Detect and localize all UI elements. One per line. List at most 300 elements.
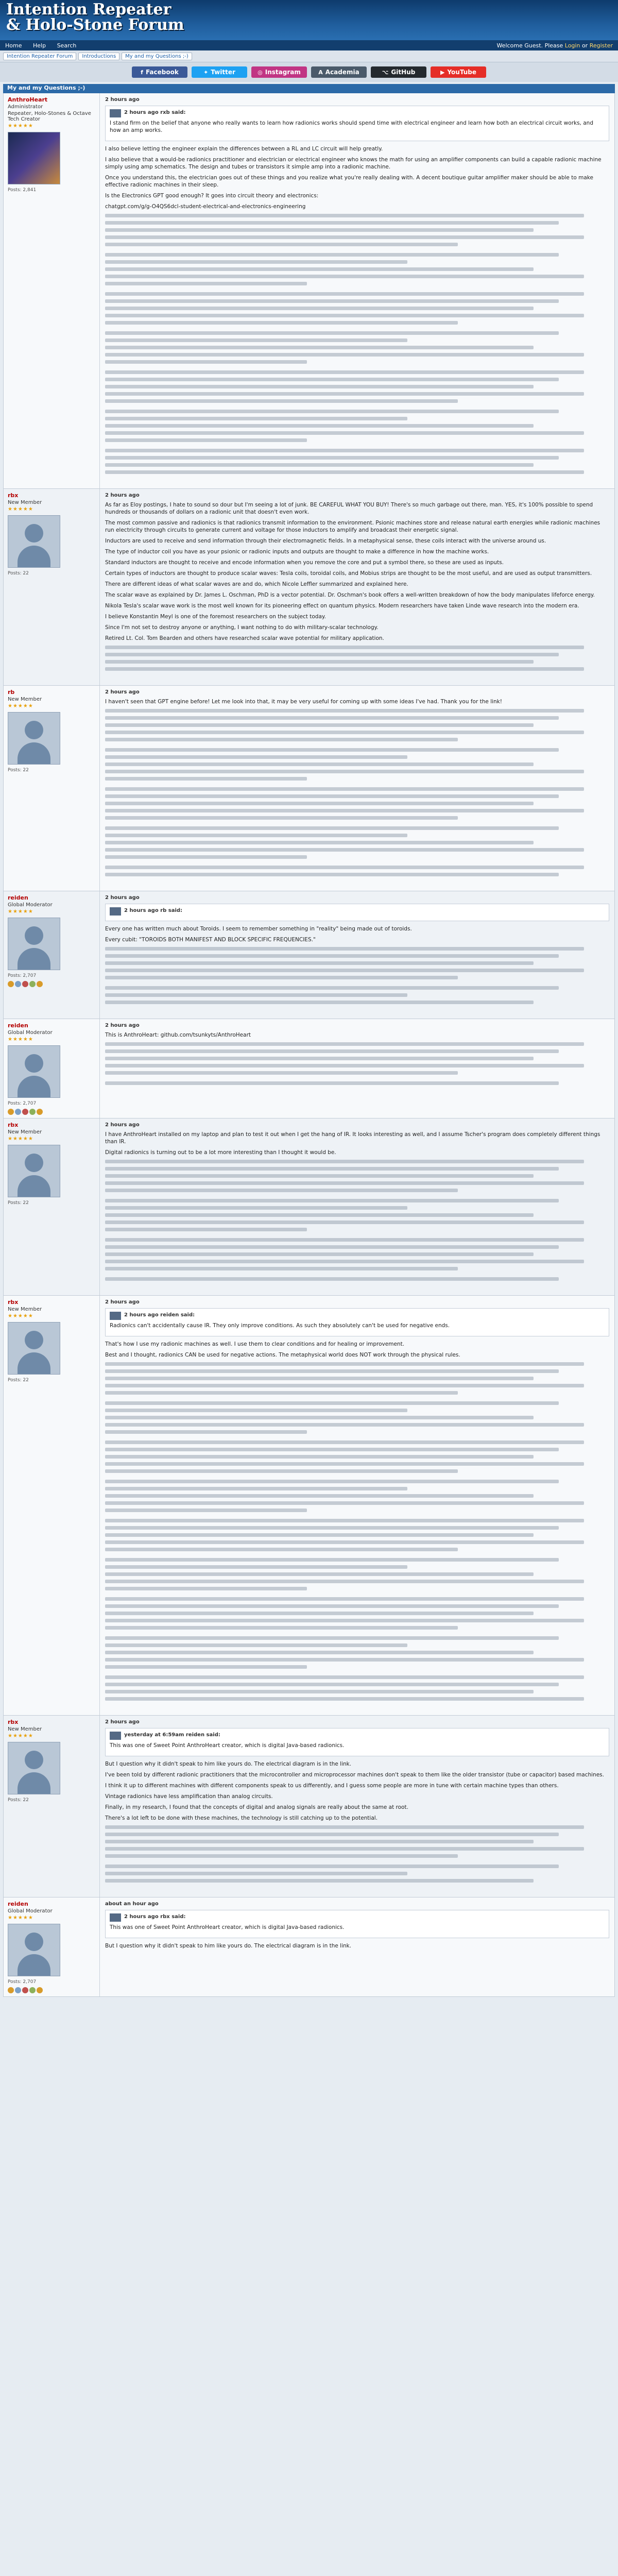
post-paragraph: Digital radionics is turning out to be a lot more interesting than I thought it would be. <box>105 1149 336 1156</box>
forum-post <box>3 1296 615 1716</box>
text-line-placeholder <box>105 267 534 271</box>
author-post-count: Posts: 22 <box>8 1378 29 1383</box>
text-line-placeholder <box>105 1604 559 1608</box>
logo-line-1: Intention Repeater <box>6 1 171 19</box>
text-line-placeholder <box>105 463 534 467</box>
text-line-placeholder <box>105 1071 458 1075</box>
text-line-placeholder <box>105 449 584 452</box>
text-line-placeholder <box>105 646 584 649</box>
quote-avatar <box>110 1732 121 1740</box>
post-footer <box>105 880 609 888</box>
text-line-placeholder <box>105 667 584 671</box>
text-line-placeholder <box>105 1509 307 1512</box>
text-line-placeholder <box>105 709 584 713</box>
social-twitter-button[interactable] <box>192 66 247 78</box>
social-label: GitHub <box>391 69 416 76</box>
text-line-placeholder <box>105 1377 534 1380</box>
post-author-panel <box>4 1897 100 1996</box>
forum-post <box>3 1019 615 1118</box>
post-paragraph: Retired Lt. Col. Tom Bearden and others have researched scalar wave potential for military application. <box>105 635 384 641</box>
text-line-placeholder <box>105 1580 584 1583</box>
author-name[interactable]: rb <box>8 689 15 696</box>
quote-avatar <box>110 109 121 117</box>
text-line-placeholder <box>105 1267 458 1270</box>
text-line-placeholder <box>105 755 407 759</box>
text-line-placeholder <box>105 848 584 852</box>
post-footer <box>105 1008 609 1015</box>
text-line-placeholder <box>105 1401 559 1405</box>
text-line-placeholder <box>105 1526 559 1530</box>
text-line-placeholder <box>105 1847 584 1851</box>
post-footer <box>105 478 609 485</box>
text-line-placeholder <box>105 1872 407 1875</box>
post-paragraph: I have AnthroHeart installed on my laptop and plan to test it out when I get the hang of IR. It looks interesting as well, and I assume Tscher's program does completely different things than IR. <box>105 1131 600 1145</box>
site-header <box>0 0 618 40</box>
text-line-placeholder <box>105 1423 584 1427</box>
author-rank: Global Moderator <box>8 1030 53 1036</box>
text-line-placeholder <box>105 370 584 374</box>
text-line-placeholder <box>105 1572 534 1576</box>
text-line-placeholder <box>105 866 584 869</box>
text-line-placeholder <box>105 1854 458 1858</box>
social-label: YouTube <box>447 69 476 76</box>
post-content <box>100 891 614 1019</box>
text-line-placeholder <box>105 1519 584 1522</box>
text-line-placeholder <box>105 424 534 428</box>
text-line-placeholder <box>105 1416 534 1419</box>
welcome-text <box>496 42 613 49</box>
text-line-placeholder <box>105 1565 407 1569</box>
author-rank: New Member <box>8 697 42 702</box>
text-line-placeholder <box>105 275 584 278</box>
text-line-placeholder <box>105 1057 534 1060</box>
text-line-placeholder <box>105 969 584 972</box>
text-line-placeholder <box>105 841 534 844</box>
quote-text: This was one of Sweet Point AnthroHeart creator, which is digital Java-based radionics. <box>110 1924 345 1930</box>
social-label: Twitter <box>211 69 235 76</box>
author-post-count: Posts: 22 <box>8 1798 29 1803</box>
post-date: 2 hours ago <box>105 493 140 498</box>
text-line-placeholder <box>105 723 534 727</box>
post-footer <box>105 1089 609 1096</box>
post-paragraph: Since I'm not set to destroy anyone or anything, I want nothing to do with military-scalar technology. <box>105 624 379 631</box>
text-line-placeholder <box>105 1587 307 1590</box>
nav-links <box>5 42 85 49</box>
text-line-placeholder <box>105 243 458 246</box>
social-label: Academia <box>325 69 359 76</box>
author-name[interactable]: rbx <box>8 1719 19 1725</box>
text-line-placeholder <box>105 1245 559 1249</box>
topic-title: My and my Questions ;-) <box>3 84 615 93</box>
text-line-placeholder <box>105 855 307 859</box>
nav-search[interactable]: Search <box>57 42 77 49</box>
rank-stars-icon: ★★★★★ <box>8 1037 33 1042</box>
text-line-placeholder <box>105 731 584 734</box>
post-paragraph: Every one has written much about Toroids. I seem to remember something in "reality" being made out of toroids. <box>105 926 412 932</box>
author-name[interactable]: reiden <box>8 894 28 901</box>
text-line-placeholder <box>105 410 559 413</box>
breadcrumb-forum[interactable]: Intention Repeater Forum <box>3 53 76 60</box>
rank-stars-icon: ★★★★★ <box>8 1733 33 1739</box>
text-line-placeholder <box>105 1362 584 1366</box>
post-author-panel <box>4 1296 100 1715</box>
post-content <box>100 1019 614 1118</box>
text-line-placeholder <box>105 1597 584 1601</box>
text-line-placeholder <box>105 1213 534 1217</box>
text-line-placeholder <box>105 253 559 257</box>
post-date: 2 hours ago <box>105 1122 140 1128</box>
text-line-placeholder <box>105 762 534 766</box>
social-youtube-button[interactable] <box>431 66 486 78</box>
instagram-icon: ◎ <box>258 69 263 76</box>
forum-post <box>3 1716 615 1897</box>
author-rank: Global Moderator <box>8 1908 53 1914</box>
nav-home[interactable]: Home <box>5 42 22 49</box>
social-label: Instagram <box>265 69 301 76</box>
text-line-placeholder <box>105 1160 584 1163</box>
text-line-placeholder <box>105 809 584 812</box>
post-author-panel <box>4 489 100 685</box>
quote-header: 2 hours ago rxb said: <box>110 109 605 117</box>
text-line-placeholder <box>105 1221 584 1224</box>
quote-header: 2 hours ago rbx said: <box>110 1913 605 1922</box>
author-rank: Global Moderator <box>8 902 53 908</box>
post-paragraph: Best and I thought, radionics CAN be used for negative actions. The metaphysical world does NOT work through the physical rules. <box>105 1352 460 1358</box>
text-line-placeholder <box>105 299 559 303</box>
text-line-placeholder <box>105 438 307 442</box>
youtube-icon: ▶ <box>440 69 445 76</box>
author-rank: New Member <box>8 1307 42 1312</box>
text-line-placeholder <box>105 260 407 264</box>
text-line-placeholder <box>105 1619 584 1622</box>
post-date: 2 hours ago <box>105 1299 140 1305</box>
text-line-placeholder <box>105 1501 584 1505</box>
post-content <box>100 686 614 891</box>
academia-icon: A <box>318 69 323 76</box>
text-line-placeholder <box>105 794 559 798</box>
text-line-placeholder <box>105 777 307 781</box>
text-line-placeholder <box>105 1167 559 1171</box>
text-line-placeholder <box>105 1690 534 1693</box>
social-academia-button[interactable] <box>311 66 367 78</box>
text-line-placeholder <box>105 834 407 837</box>
post-author-panel <box>4 686 100 891</box>
text-line-placeholder <box>105 1865 559 1868</box>
avatar <box>8 1924 60 1976</box>
post-content <box>100 1897 614 1996</box>
text-line-placeholder <box>105 228 534 232</box>
text-line-placeholder <box>105 1840 534 1843</box>
post-paragraph: That's how I use my radionic machines as well. I use them to clear conditions and for healing or improvement. <box>105 1341 405 1347</box>
social-github-button[interactable] <box>371 66 426 78</box>
welcome-prefix: Welcome Guest. Please <box>496 42 565 49</box>
author-name[interactable]: rbx <box>8 1299 19 1306</box>
text-line-placeholder <box>105 748 559 752</box>
text-line-placeholder <box>105 1643 407 1647</box>
quote-block <box>105 1910 609 1938</box>
author-post-count: Posts: 22 <box>8 768 29 773</box>
post-paragraph: I also believe letting the engineer explain the differences between a RL and LC circuit will help greatly. <box>105 146 383 152</box>
forum-post <box>3 1897 615 1997</box>
post-paragraph: Every cubit: "TOROIDS BOTH MANIFEST AND BLOCK SPECIFIC FREQUENCIES." <box>105 937 316 943</box>
post-footer <box>105 1705 609 1712</box>
text-line-placeholder <box>105 1462 584 1466</box>
text-line-placeholder <box>105 1665 307 1669</box>
post-author-panel <box>4 891 100 1019</box>
text-line-placeholder <box>105 1174 534 1178</box>
forum-post <box>3 1118 615 1296</box>
text-line-placeholder <box>105 1252 534 1256</box>
text-line-placeholder <box>105 1228 307 1231</box>
breadcrumb-topic[interactable]: My and my Questions ;-) <box>122 53 192 60</box>
forum-post <box>3 686 615 891</box>
post-paragraph: The scalar wave as explained by Dr. James L. Oschman, PhD is a vector potential. Dr. Oschman's book offers a well-written breakdown of how the body manipulates lifeforce energy. <box>105 592 595 598</box>
quote-text: I stand firm on the belief that anyone who really wants to learn how radionics works should spend time with electrical engineer and learn how both an electrical circuit works, and how an amp works. <box>110 120 593 133</box>
award-badges <box>8 981 95 987</box>
twitter-icon: ✦ <box>203 69 209 76</box>
facebook-icon: f <box>141 69 143 76</box>
post-paragraph: Once you understand this, the electrician goes out of these things and you realize what you're really dealing with. A decent boutique guitar amplifier maker should be able to make effective radionic machines in their sleep. <box>105 175 593 188</box>
welcome-or: or <box>580 42 590 49</box>
text-line-placeholder <box>105 716 559 720</box>
post-paragraph: I've been told by different radionic practitioners that the microcontroller and microprocessor machines don't speak to them like the older transistor (tube or capacitor) based machines. <box>105 1772 604 1778</box>
text-line-placeholder <box>105 360 307 364</box>
text-line-placeholder <box>105 385 534 388</box>
post-date: 2 hours ago <box>105 689 140 695</box>
author-name[interactable]: reiden <box>8 1901 28 1907</box>
rank-stars-icon: ★★★★★ <box>8 123 33 129</box>
post-date: about an hour ago <box>105 1901 159 1907</box>
breadcrumb-board[interactable]: Introductions <box>78 53 119 60</box>
post-paragraph: chatgpt.com/g/g-O4QS6dcl-student-electrical-and-electronics-engineering <box>105 204 306 210</box>
text-line-placeholder <box>105 307 534 310</box>
text-line-placeholder <box>105 1064 584 1067</box>
post-content <box>100 1716 614 1897</box>
post-footer <box>105 1954 609 1961</box>
text-line-placeholder <box>105 1238 584 1242</box>
text-line-placeholder <box>105 1548 458 1551</box>
quote-block <box>105 106 609 141</box>
text-line-placeholder <box>105 378 559 381</box>
post-paragraph: Certain types of inductors are thought to produce scalar waves: Tesla coils, toroidal coils, and Mobius strips are thought to be the most useful, and are used as output transmitters. <box>105 570 592 577</box>
text-line-placeholder <box>105 653 559 656</box>
text-line-placeholder <box>105 470 584 474</box>
text-line-placeholder <box>105 331 559 335</box>
post-footer <box>105 1285 609 1292</box>
post-content <box>100 1118 614 1295</box>
text-line-placeholder <box>105 282 307 285</box>
text-line-placeholder <box>105 1651 534 1654</box>
post-date: 2 hours ago <box>105 1023 140 1028</box>
post-paragraph: I also believe that a would-be radionics practitioner and electrician or electrical engineer who knows the math for using an amplifier components can build a capable radionic machine simply using amp schematics. The design and tubes or transistors it simple amp into a radionic machine. <box>105 157 602 170</box>
text-line-placeholder <box>105 1206 407 1210</box>
author-name[interactable]: reiden <box>8 1022 28 1029</box>
author-post-count: Posts: 2,707 <box>8 1101 37 1106</box>
avatar <box>8 1322 60 1375</box>
post-content <box>100 93 614 488</box>
text-line-placeholder <box>105 1440 584 1444</box>
text-line-placeholder <box>105 1430 307 1434</box>
text-line-placeholder <box>105 321 458 325</box>
text-line-placeholder <box>105 214 584 217</box>
text-line-placeholder <box>105 456 559 460</box>
text-line-placeholder <box>105 1469 458 1473</box>
author-name[interactable]: rbx <box>8 492 19 499</box>
avatar <box>8 918 60 970</box>
text-line-placeholder <box>105 947 584 951</box>
text-line-placeholder <box>105 1612 534 1615</box>
text-line-placeholder <box>105 1409 407 1412</box>
text-line-placeholder <box>105 816 458 820</box>
text-line-placeholder <box>105 346 534 349</box>
post-paragraph: But I question why it didn't speak to him like yours do. The electrical diagram is in the link. <box>105 1761 352 1767</box>
text-line-placeholder <box>105 1189 458 1192</box>
post-paragraph: There's a lot left to be done with these machines, the technology is still catching up to the potential. <box>105 1815 378 1821</box>
text-line-placeholder <box>105 417 407 420</box>
post-author-panel <box>4 93 100 488</box>
text-line-placeholder <box>105 1825 584 1829</box>
text-line-placeholder <box>105 314 584 317</box>
text-line-placeholder <box>105 1658 584 1662</box>
text-line-placeholder <box>105 399 458 403</box>
text-line-placeholder <box>105 1455 534 1459</box>
text-line-placeholder <box>105 1494 534 1498</box>
text-line-placeholder <box>105 1391 458 1395</box>
avatar <box>8 1145 60 1197</box>
text-line-placeholder <box>105 1049 559 1053</box>
social-label: Facebook <box>145 69 179 76</box>
register-link[interactable]: Register <box>589 42 613 49</box>
top-navbar <box>0 40 618 50</box>
text-line-placeholder <box>105 802 534 805</box>
avatar <box>8 1742 60 1794</box>
post-paragraph: Vintage radionics have less amplification than analog circuits. <box>105 1793 273 1800</box>
post-date: 2 hours ago <box>105 97 140 103</box>
text-line-placeholder <box>105 392 584 396</box>
post-paragraph: Inductors are used to receive and send information through their electromagnetic fields. In a metaphysical sense, these coils interact with the universe around us. <box>105 538 546 544</box>
avatar <box>8 132 60 184</box>
site-logo[interactable] <box>6 2 184 33</box>
nav-help[interactable]: Help <box>32 42 46 49</box>
author-post-count: Posts: 2,707 <box>8 1979 37 1985</box>
post-paragraph: Nikola Tesla's scalar wave work is the most well known for its pioneering effect on quantum physics. Modern researchers have taken Linde wave research into the modern era. <box>105 603 579 609</box>
text-line-placeholder <box>105 770 584 773</box>
post-paragraph: I think it up to different machines with different components speak to us differently, and I guess some people are more in tune with certain machine types than others. <box>105 1783 559 1789</box>
text-line-placeholder <box>105 1277 559 1281</box>
author-post-count: Posts: 2,707 <box>8 973 37 978</box>
text-line-placeholder <box>105 1675 584 1679</box>
post-paragraph: This is AnthroHeart: github.com/tsunkyts/AnthroHeart <box>105 1032 251 1038</box>
rank-stars-icon: ★★★★★ <box>8 703 33 709</box>
quote-avatar <box>110 1913 121 1922</box>
post-date: 2 hours ago <box>105 895 140 901</box>
text-line-placeholder <box>105 1448 559 1451</box>
post-paragraph: I haven't seen that GPT engine before! Let me look into that, it may be very useful for coming up with some ideas I've had. Thank you for the link! <box>105 699 502 705</box>
quote-block <box>105 1308 609 1336</box>
text-line-placeholder <box>105 1487 407 1490</box>
rank-stars-icon: ★★★★★ <box>8 1915 33 1921</box>
avatar <box>8 515 60 568</box>
post-footer <box>105 675 609 682</box>
quote-text: This was one of Sweet Point AnthroHeart creator, which is digital Java-based radionics. <box>110 1742 345 1749</box>
text-line-placeholder <box>105 1533 534 1537</box>
text-line-placeholder <box>105 1697 584 1701</box>
text-line-placeholder <box>105 1683 559 1686</box>
award-badges <box>8 1109 95 1115</box>
post-paragraph: The type of inductor coil you have as your psionic or radionic inputs and outputs are thought to make a difference in how the machine works. <box>105 549 489 555</box>
text-line-placeholder <box>105 660 534 664</box>
quote-header: 2 hours ago reiden said: <box>110 1312 605 1320</box>
github-icon: ⌥ <box>382 69 389 76</box>
author-rank-detail: Repeater, Holo-Stones & Octave Tech Creator <box>8 111 91 122</box>
text-line-placeholder <box>105 1042 584 1046</box>
author-post-count: Posts: 2,841 <box>8 188 37 193</box>
post-author-panel <box>4 1118 100 1295</box>
rank-stars-icon: ★★★★★ <box>8 506 33 512</box>
post-date: 2 hours ago <box>105 1719 140 1725</box>
text-line-placeholder <box>105 1001 534 1004</box>
text-line-placeholder <box>105 738 458 741</box>
text-line-placeholder <box>105 1558 559 1562</box>
social-instagram-button[interactable] <box>251 66 307 78</box>
text-line-placeholder <box>105 986 559 990</box>
forum-post <box>3 489 615 686</box>
rank-stars-icon: ★★★★★ <box>8 909 33 914</box>
avatar <box>8 712 60 765</box>
post-footer <box>105 1887 609 1894</box>
quote-avatar <box>110 907 121 916</box>
author-name[interactable]: AnthroHeart <box>8 96 48 103</box>
social-facebook-button[interactable] <box>132 66 187 78</box>
post-content <box>100 1296 614 1715</box>
text-line-placeholder <box>105 338 407 342</box>
forum-post <box>3 891 615 1019</box>
text-line-placeholder <box>105 1384 584 1387</box>
breadcrumb <box>0 50 618 62</box>
text-line-placeholder <box>105 221 559 225</box>
text-line-placeholder <box>105 353 584 357</box>
quote-block <box>105 1728 609 1756</box>
post-paragraph: I believe Konstantin Meyl is one of the foremost researchers on the subject today. <box>105 614 326 620</box>
author-name[interactable]: rbx <box>8 1122 19 1128</box>
text-line-placeholder <box>105 954 559 958</box>
text-line-placeholder <box>105 873 559 876</box>
post-paragraph: But I question why it didn't speak to him like yours do. The electrical diagram is in the link. <box>105 1943 352 1949</box>
post-paragraph: Standard inductors are thought to receive and encode information when you remove the core and put a symbol there, so these are used as inputs. <box>105 560 504 566</box>
text-line-placeholder <box>105 961 534 965</box>
text-line-placeholder <box>105 993 407 997</box>
text-line-placeholder <box>105 292 584 296</box>
text-line-placeholder <box>105 1199 559 1202</box>
quote-header: 2 hours ago rb said: <box>110 907 605 916</box>
post-paragraph: Finally, in my research, I found that the concepts of digital and analog signals are really about the same at root. <box>105 1804 408 1810</box>
post-content <box>100 489 614 685</box>
author-post-count: Posts: 22 <box>8 1200 29 1206</box>
quote-header: yesterday at 6:59am reiden said: <box>110 1732 605 1740</box>
text-line-placeholder <box>105 1879 534 1883</box>
rank-stars-icon: ★★★★★ <box>8 1136 33 1142</box>
text-line-placeholder <box>105 1540 584 1544</box>
text-line-placeholder <box>105 235 584 239</box>
text-line-placeholder <box>105 1081 559 1085</box>
text-line-placeholder <box>105 1636 559 1640</box>
rank-stars-icon: ★★★★★ <box>8 1313 33 1319</box>
text-line-placeholder <box>105 787 584 791</box>
login-link[interactable]: Login <box>564 42 580 49</box>
post-list <box>3 93 615 1997</box>
text-line-placeholder <box>105 826 559 830</box>
text-line-placeholder <box>105 1260 584 1263</box>
